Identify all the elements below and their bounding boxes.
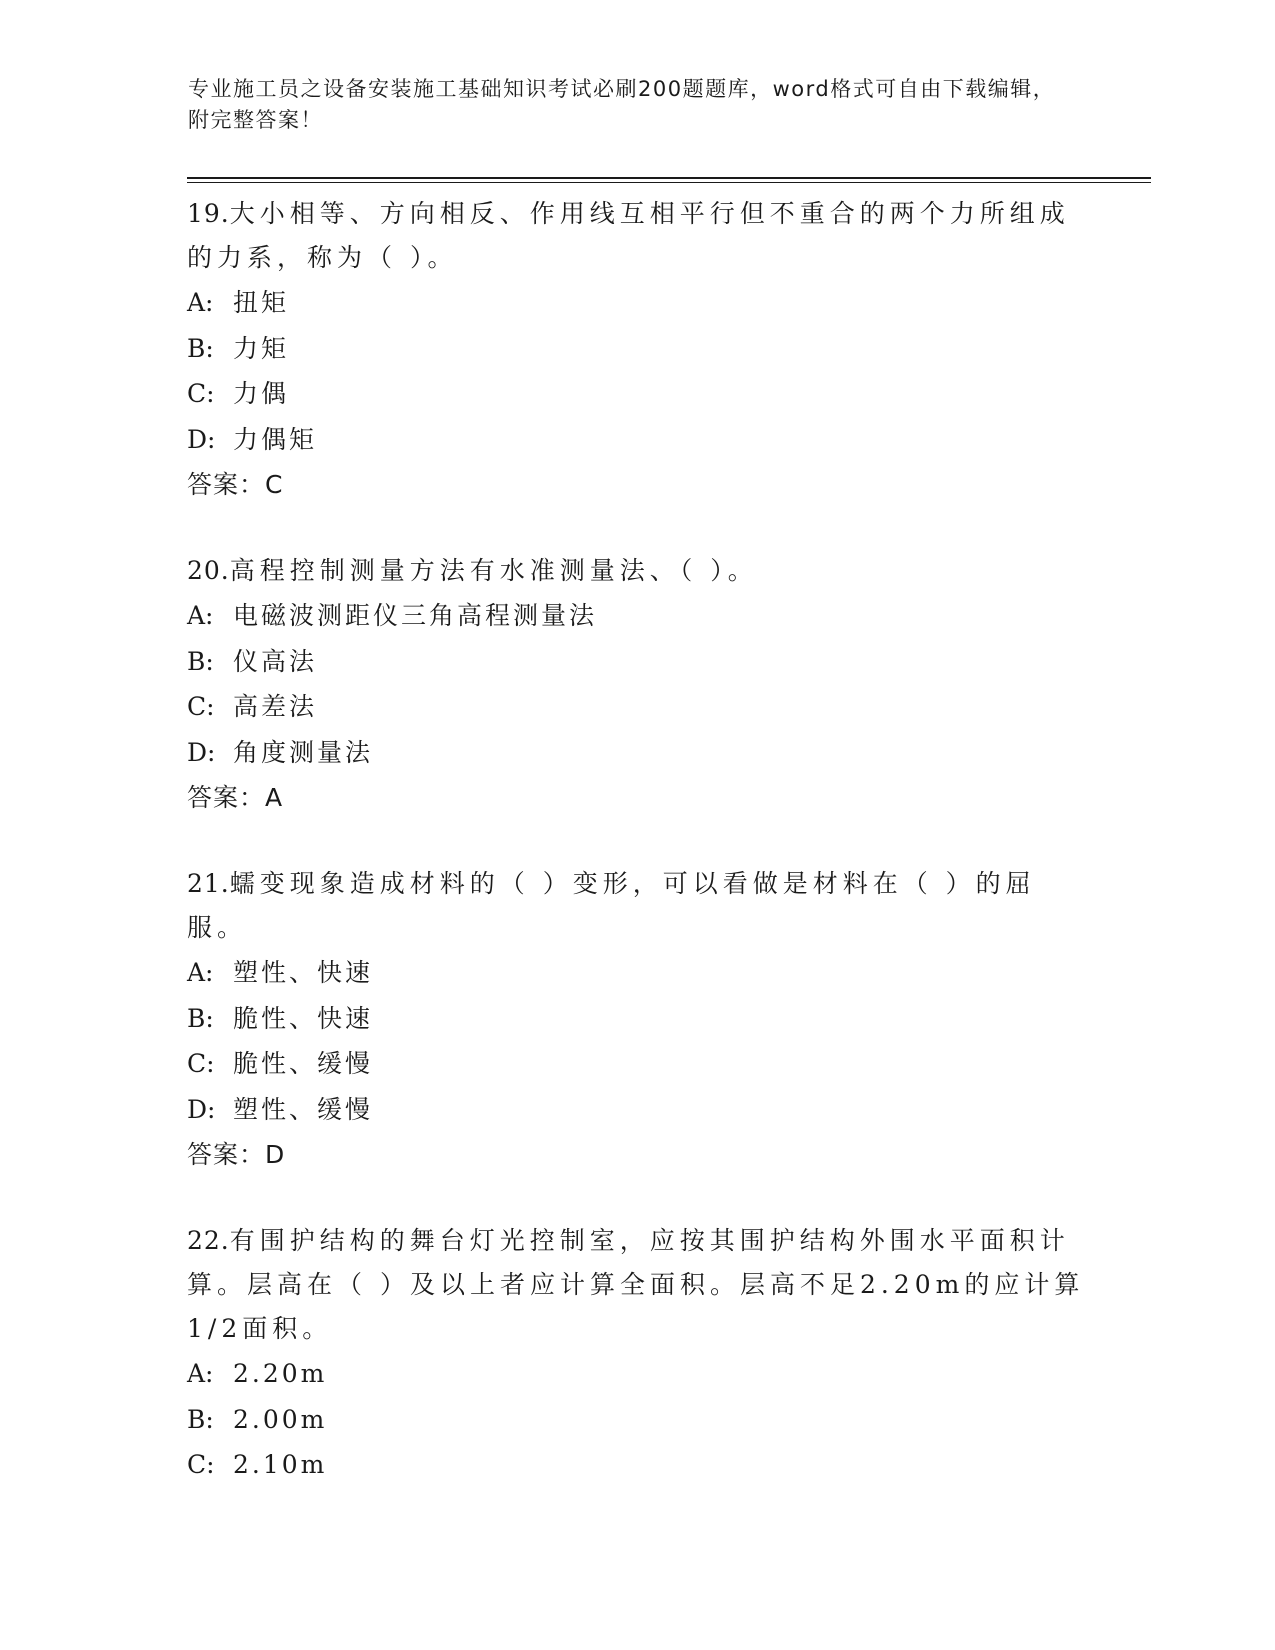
option-letter: C: xyxy=(187,1049,215,1078)
question-21 xyxy=(187,862,1087,1177)
question-19 xyxy=(187,192,1087,507)
option-letter: C: xyxy=(187,692,215,721)
option-letter: D: xyxy=(187,737,216,767)
question-20 xyxy=(187,549,1087,820)
option-b xyxy=(187,1397,1087,1443)
option-text: 2.00m xyxy=(233,1404,328,1434)
option-c xyxy=(187,1442,1087,1488)
option-letter: B: xyxy=(187,333,214,363)
option-c xyxy=(187,371,1087,417)
option-letter: A: xyxy=(187,1359,214,1388)
option-letter: B: xyxy=(187,1404,214,1434)
option-text: 力偶 xyxy=(233,379,290,408)
option-a xyxy=(187,950,1087,996)
option-letter: C: xyxy=(187,1450,215,1479)
header-divider xyxy=(187,177,1151,183)
option-letter: A: xyxy=(187,601,214,630)
question-22 xyxy=(187,1219,1087,1488)
option-c xyxy=(187,1041,1087,1087)
answer-line: 答案：C xyxy=(187,470,284,499)
question-text: 大小相等、方向相反、作用线互相平行但不重合的两个力所组成的力系，称为（ ）。 xyxy=(187,199,1070,272)
option-letter: A: xyxy=(187,288,214,317)
option-text: 角度测量法 xyxy=(233,737,374,767)
option-letter: C: xyxy=(187,379,215,408)
option-text: 塑性、快速 xyxy=(233,958,374,987)
option-text: 力偶矩 xyxy=(233,424,318,454)
question-number: 20. xyxy=(187,556,230,585)
document-header: 专业施工员之设备安装施工基础知识考试必刷200题题库，word格式可自由下载编辑，附完整答案！ xyxy=(188,77,1056,132)
question-text: 高程控制测量方法有水准测量法、（ ）。 xyxy=(229,556,758,585)
answer-line: 答案：D xyxy=(187,1140,286,1169)
option-b xyxy=(187,326,1087,372)
question-number: 19. xyxy=(187,199,230,228)
option-letter: B: xyxy=(187,646,214,676)
question-stem xyxy=(187,549,1087,593)
question-text: 蠕变现象造成材料的（ ）变形，可以看做是材料在（ ）的屈服。 xyxy=(187,869,1036,942)
option-text: 2.10m xyxy=(233,1450,328,1479)
question-stem xyxy=(187,1219,1087,1351)
option-a xyxy=(187,593,1087,639)
answer-line: 答案：A xyxy=(187,783,284,812)
question-text: 有围护结构的舞台灯光控制室，应按其围护结构外围水平面积计算。层高在（ ）及以上者应计算全面积。层高不足2.20m的应计算1/2面积。 xyxy=(187,1226,1085,1343)
option-text: 高差法 xyxy=(233,692,318,721)
option-d xyxy=(187,417,1087,463)
option-c xyxy=(187,684,1087,730)
option-d xyxy=(187,1087,1087,1133)
question-number: 21. xyxy=(187,869,230,898)
question-number: 22. xyxy=(187,1226,230,1255)
option-b xyxy=(187,996,1087,1042)
option-b xyxy=(187,639,1087,685)
option-text: 脆性、快速 xyxy=(233,1003,374,1033)
option-a xyxy=(187,280,1087,326)
question-stem xyxy=(187,862,1087,950)
option-text: 2.20m xyxy=(233,1359,328,1388)
option-d xyxy=(187,730,1087,776)
option-letter: A: xyxy=(187,958,214,987)
option-letter: B: xyxy=(187,1003,214,1033)
option-text: 脆性、缓慢 xyxy=(233,1049,374,1078)
option-letter: D: xyxy=(187,424,216,454)
option-text: 仪高法 xyxy=(233,646,318,676)
option-a xyxy=(187,1351,1087,1397)
option-text: 电磁波测距仪三角高程测量法 xyxy=(233,601,598,630)
question-stem xyxy=(187,192,1087,280)
option-text: 塑性、缓慢 xyxy=(233,1094,374,1124)
option-text: 力矩 xyxy=(233,333,290,363)
option-text: 扭矩 xyxy=(233,288,290,317)
question-list xyxy=(187,192,1087,1530)
option-letter: D: xyxy=(187,1094,216,1124)
